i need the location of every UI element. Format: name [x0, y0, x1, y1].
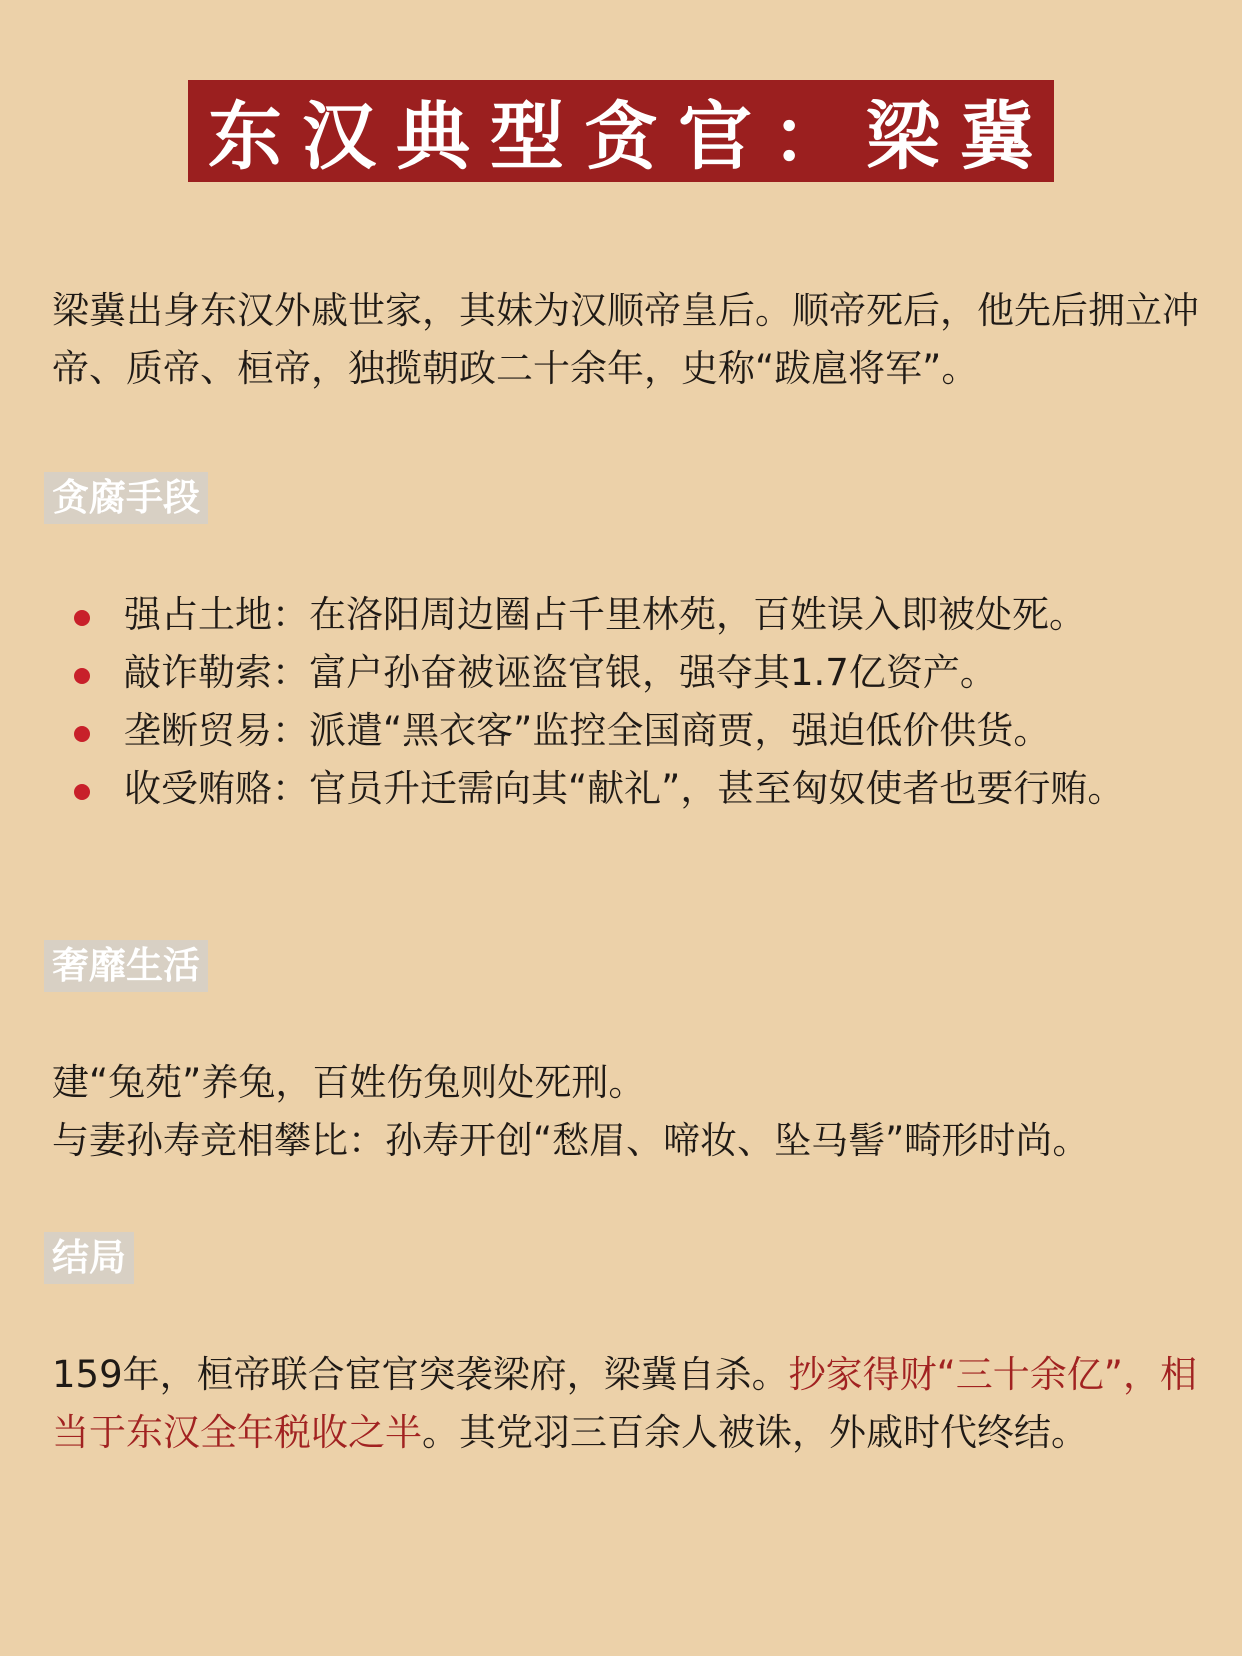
section-label-ending: 结局 [44, 1232, 134, 1284]
list-item-text: 收受贿赂：官员升迁需向其“献礼”，甚至匈奴使者也要行贿。 [124, 767, 1125, 810]
luxury-line: 建“兔苑”养兔，百姓伤兔则处死刑。 [52, 1061, 646, 1104]
corruption-list [52, 586, 1202, 818]
section-label-corruption: 贪腐手段 [44, 472, 208, 524]
list-item [52, 586, 1202, 644]
luxury-line: 与妻孙寿竞相攀比：孙寿开创“愁眉、啼妆、坠马髻”畸形时尚。 [52, 1119, 1090, 1162]
list-item [52, 702, 1202, 760]
intro-paragraph: 梁冀出身东汉外戚世家，其妹为汉顺帝皇后。顺帝死后，他先后拥立冲帝、质帝、桓帝，独揽朝政二十余年，史称“跋扈将军”。 [52, 289, 1199, 390]
page-title: 东汉典型贪官：梁冀 [188, 80, 1054, 182]
list-item [52, 760, 1202, 818]
list-item-text: 垄断贸易：派遣“黑衣客”监控全国商贾，强迫低价供货。 [124, 709, 1051, 752]
list-item [52, 644, 1202, 702]
section-label-luxury: 奢靡生活 [44, 940, 208, 992]
bullet-icon [74, 668, 90, 684]
bullet-icon [74, 726, 90, 742]
luxury-paragraph [52, 1054, 1202, 1170]
bullet-icon [74, 784, 90, 800]
list-item-text: 敲诈勒索：富户孙奋被诬盗官银，强夺其1.7亿资产。 [124, 651, 997, 694]
ending-text-tail: 。其党羽三百余人被诛，外戚时代终结。 [422, 1411, 1088, 1454]
ending-paragraph [52, 1346, 1202, 1462]
ending-text: 159年，桓帝联合宦官突袭梁府，梁冀自杀。 [52, 1353, 789, 1396]
bullet-icon [74, 610, 90, 626]
ending-highlight: 抄家得财“三十余亿”，相当于东汉全年税收之半 [52, 1353, 1197, 1454]
list-item-text: 强占土地：在洛阳周边圈占千里林苑，百姓误入即被处死。 [124, 593, 1086, 636]
